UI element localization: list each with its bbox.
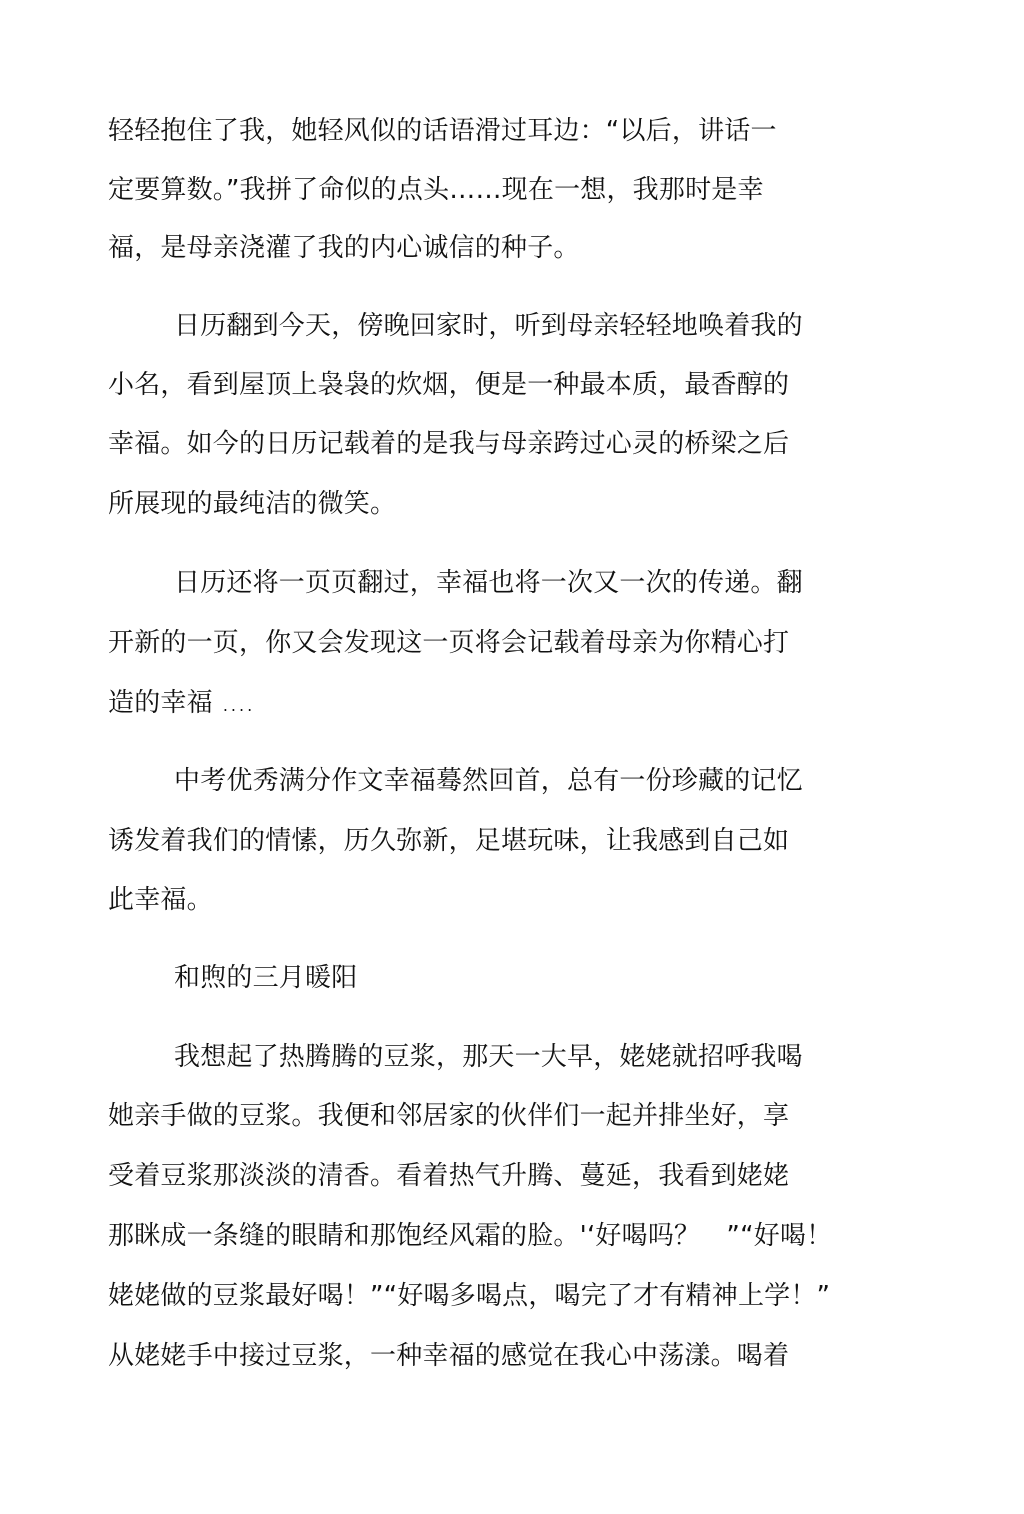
text-line: 受着豆浆那淡淡的清香。看着热气升腾、蔓延，我看到姥姥 (108, 1161, 790, 1191)
text-line: 福，是母亲浇灌了我的内心诚信的种子。 (108, 233, 580, 263)
text-line: 那眯成一条缝的眼睛和那饱经风霜的脸。'‘好喝吗？ ”“好喝！ (108, 1221, 833, 1251)
text-line: 姥姥做的豆浆最好喝！”“好喝多喝点，喝完了才有精神上学！” (108, 1281, 831, 1311)
text-line: 她亲手做的豆浆。我便和邻居家的伙伴们一起并排坐好，享 (108, 1101, 790, 1131)
text-line: 日历还将一页页翻过，幸福也将一次又一次的传递。翻 (174, 568, 803, 598)
text-line: 从姥姥手中接过豆浆，一种幸福的感觉在我心中荡漾。喝着 (108, 1341, 790, 1371)
text-line: 轻轻抱住了我，她轻风似的话语滑过耳边：“以后，讲话一 (108, 116, 777, 146)
text-line: 小名，看到屋顶上袅袅的炊烟，便是一种最本质，最香醇的 (108, 370, 790, 400)
section-heading: 和煦的三月暖阳 (174, 963, 358, 993)
text-line: 此幸福。 (108, 885, 213, 915)
text-line (108, 686, 928, 723)
text-line: 所展现的最纯洁的微笑。 (108, 489, 397, 519)
text-line: 开新的一页，你又会发现这一页将会记载着母亲为你精心打 (108, 628, 790, 658)
ellipsis-dots: .... (222, 696, 256, 715)
text-line: 幸福。如今的日历记载着的是我与母亲跨过心灵的桥梁之后 (108, 429, 790, 459)
text-line: 我想起了热腾腾的豆浆，那天一大早，姥姥就招呼我喝 (174, 1042, 803, 1072)
text-fragment: 造的幸福 (108, 688, 213, 718)
text-line: 日历翻到今天，傍晚回家时，听到母亲轻轻地唤着我的 (174, 311, 803, 341)
text-line: 定要算数。”我拼了命似的点头……现在一想，我那时是幸 (108, 175, 764, 205)
text-line: 诱发着我们的情愫，历久弥新，足堪玩味，让我感到自己如 (108, 826, 790, 856)
text-line: 中考优秀满分作文幸福蓦然回首，总有一份珍藏的记忆 (174, 766, 803, 796)
